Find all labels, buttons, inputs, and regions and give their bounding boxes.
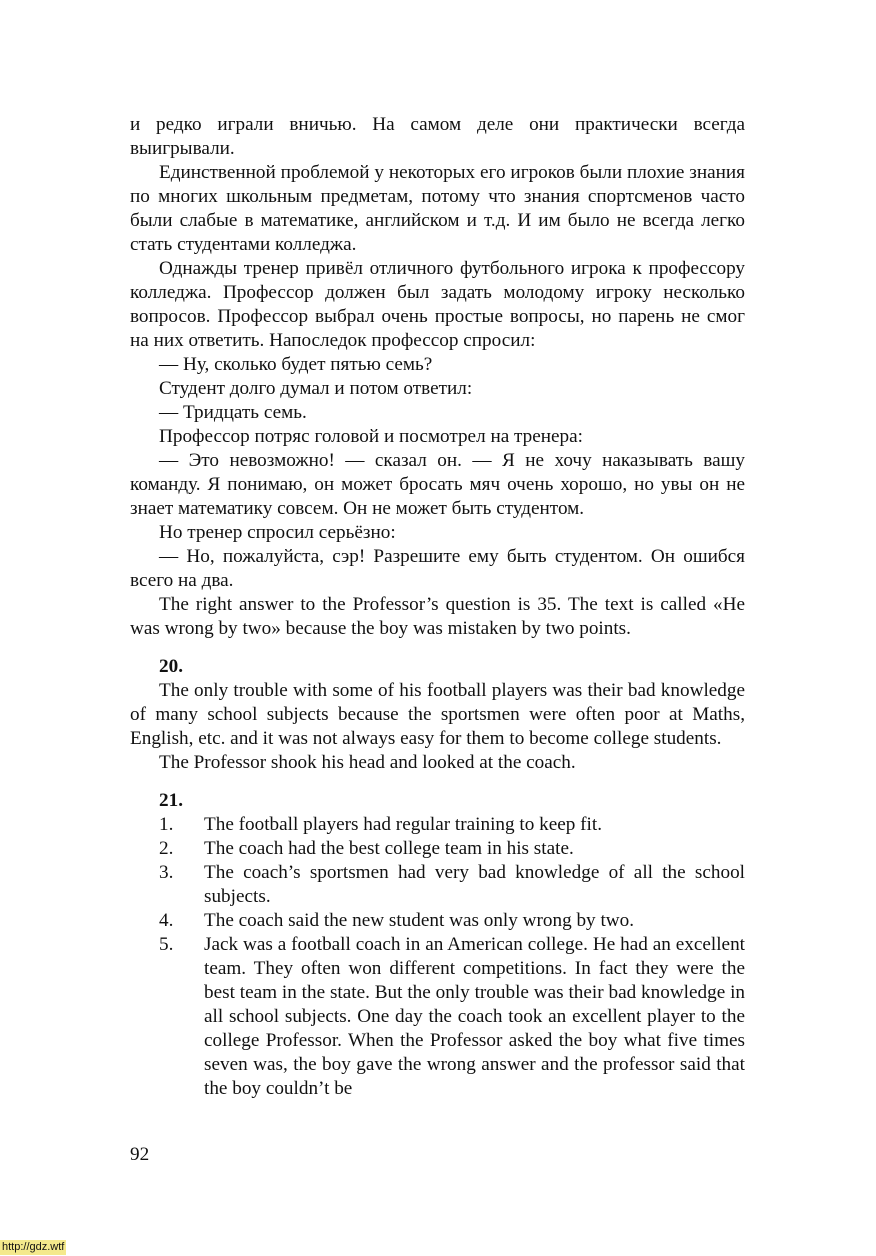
dialogue-line-professor: — Это невозможно! — сказал он. — Я не хочу наказывать вашу команду. Я понимаю, он может бросать мяч очень хорошо, но увы он не знает математику совсем. Он не может быть студентом. <box>130 450 745 519</box>
list-item-number: 3. <box>159 862 174 883</box>
section-21-list <box>130 813 745 1101</box>
page-body <box>130 113 745 1101</box>
list-item <box>130 909 745 933</box>
list-item-number: 2. <box>159 838 174 859</box>
list-item-text: The coach said the new student was only wrong by two. <box>204 910 635 931</box>
dialogue-line-question: — Ну, сколько будет пятью семь? <box>159 354 433 375</box>
paragraph-ru-9: Но тренер спросил серьёзно: <box>159 522 396 543</box>
list-item-text: The coach had the best college team in his state. <box>204 838 574 859</box>
paragraph-ru-2: Единственной проблемой у некоторых его игроков были плохие знания по многих школьным предметам, потому что знания спортсменов часто были слабые в математике, английском и т.д. И им было не всегда легко стать студентами колледжа. <box>130 162 745 255</box>
list-item <box>130 933 745 1101</box>
page-number: 92 <box>130 1144 150 1165</box>
paragraph-answer-explanation: The right answer to the Professor’s question is 35. The text is called «He was wrong by two» because the boy was mistaken by two points. <box>130 594 745 639</box>
section-number-21: 21. <box>159 790 183 811</box>
list-item-number: 4. <box>159 910 174 931</box>
list-item-text: The coach’s sportsmen had very bad knowledge of all the school subjects. <box>204 862 745 907</box>
dialogue-line-answer: — Тридцать семь. <box>159 402 307 423</box>
paragraph-ru-7: Профессор потряс головой и посмотрел на тренера: <box>159 426 583 447</box>
section-20-paragraph-2: The Professor shook his head and looked at the coach. <box>159 752 576 773</box>
list-item <box>130 813 745 837</box>
paragraph-ru-1: и редко играли вничью. На самом деле они практически всегда выигрывали. <box>130 114 745 159</box>
list-item <box>130 837 745 861</box>
list-item <box>130 861 745 909</box>
paragraph-ru-5: Студент долго думал и потом ответил: <box>159 378 473 399</box>
list-item-number: 5. <box>159 934 174 955</box>
section-number-20: 20. <box>159 656 183 677</box>
section-20-paragraph-1: The only trouble with some of his football players was their bad knowledge of many school subjects because the sportsmen were often poor at Maths, English, etc. and it was not always easy for them to become college students. <box>130 680 745 749</box>
dialogue-line-coach: — Но, пожалуйста, сэр! Разрешите ему быть студентом. Он ошибся всего на два. <box>130 546 745 591</box>
list-item-text: Jack was a football coach in an American college. He had an excellent team. They often won different competitions. In fact they were the best team in the state. But the only trouble was their bad knowledge in all school subjects. One day the coach took an excellent player to the college Professor. When the Professor asked the boy what five times seven was, the boy gave the wrong answer and the professor said that the boy couldn’t be <box>204 934 745 1099</box>
watermark-link[interactable]: http://gdz.wtf <box>2 1241 65 1253</box>
list-item-text: The football players had regular training to keep fit. <box>204 814 603 835</box>
list-item-number: 1. <box>159 814 174 835</box>
paragraph-ru-3: Однажды тренер привёл отличного футбольного игрока к профессору колледжа. Профессор должен был задать молодому игроку несколько вопросов. Профессор выбрал очень простые вопросы, но парень не смог на них ответить. Напоследок профессор спросил: <box>130 258 745 351</box>
